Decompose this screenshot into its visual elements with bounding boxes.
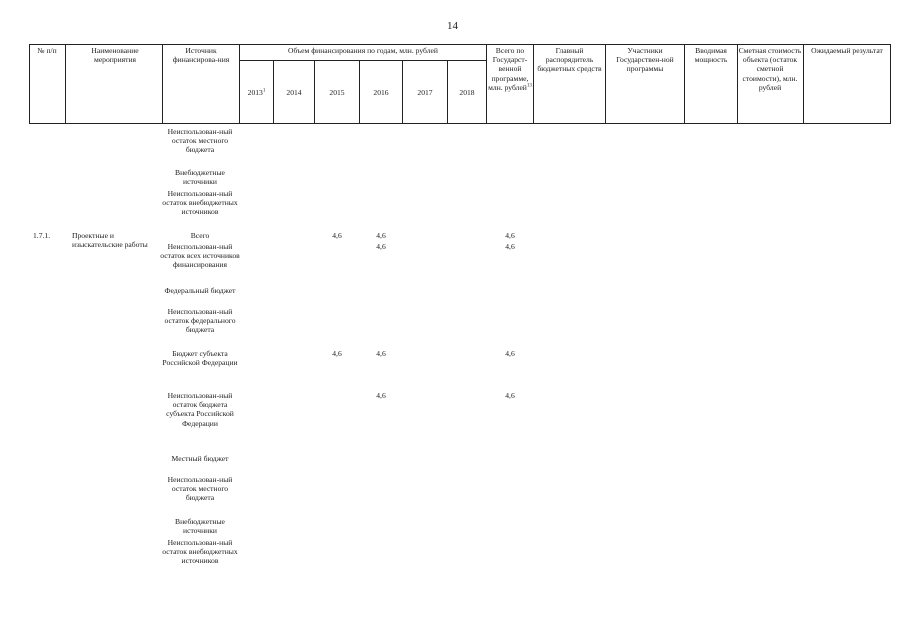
page-number: 14 [447,20,458,32]
source-item: Федеральный бюджет [164,286,236,295]
header-name: Наименование мероприятия [91,46,139,65]
source-item: Неиспользован-ный остаток местного бюджета [167,127,233,155]
row-number: 1.7.1. [33,231,51,240]
source-item: Неиспользован-ный остаток федерального бюджета [164,307,236,335]
header-participants: Участники Государствен-ной программы [616,46,674,74]
header-capacity: Вводимая мощность [694,46,728,65]
header-source: Источник финансирова-ния [172,46,230,65]
source-item: Неиспользован-ный остаток всех источников финансирования [160,242,240,270]
source-item: Бюджет субъекта Российской Федерации [162,349,238,368]
source-item: Всего [190,231,210,240]
header-no: № п/п [37,46,57,55]
header-year-2016: 2016 [373,88,389,97]
source-item: Внебюджетные источники [175,168,225,187]
header-year-2018: 2018 [459,88,475,97]
value-total: 4,6 [505,242,515,251]
value-2015: 4,6 [332,349,342,358]
header-result: Ожидаемый результат [811,46,883,55]
header-admin: Главный распорядитель бюджетных средств [537,46,602,74]
value-2016: 4,6 [376,242,386,251]
value-total: 4,6 [505,349,515,358]
header-volume: Объем финансирования по годам, млн. рублей [288,46,438,55]
value-2015: 4,6 [332,231,342,240]
source-item: Внебюджетные источники [175,517,225,536]
header-year-2017: 2017 [417,88,433,97]
source-item: Местный бюджет [171,454,229,463]
header-year-2015: 2015 [329,88,345,97]
source-item: Неиспользован-ный остаток внебюджетных источников [162,189,238,217]
source-item: Неиспользован-ный остаток местного бюджета [167,475,233,503]
value-2016: 4,6 [376,391,386,400]
header-total: Всего по Государст-венной программе, млн. рублей$^{13}$ [488,46,532,92]
header-cost: Сметная стоимость объекта (остаток сметной стоимости), млн. рублей [738,46,802,92]
source-item: Неиспользован-ный остаток бюджета субъекта Российской Федерации [166,391,234,428]
header-year-2014: 2014 [286,88,302,97]
value-total: 4,6 [505,231,515,240]
table-header [29,44,891,124]
value-2016: 4,6 [376,231,386,240]
value-total: 4,6 [505,391,515,400]
header-year-2013: 2013$^1$ [247,88,266,97]
value-2016: 4,6 [376,349,386,358]
source-item: Неиспользован-ный остаток внебюджетных источников [162,538,238,566]
row-name: Проектные и изыскательские работы [72,231,148,250]
